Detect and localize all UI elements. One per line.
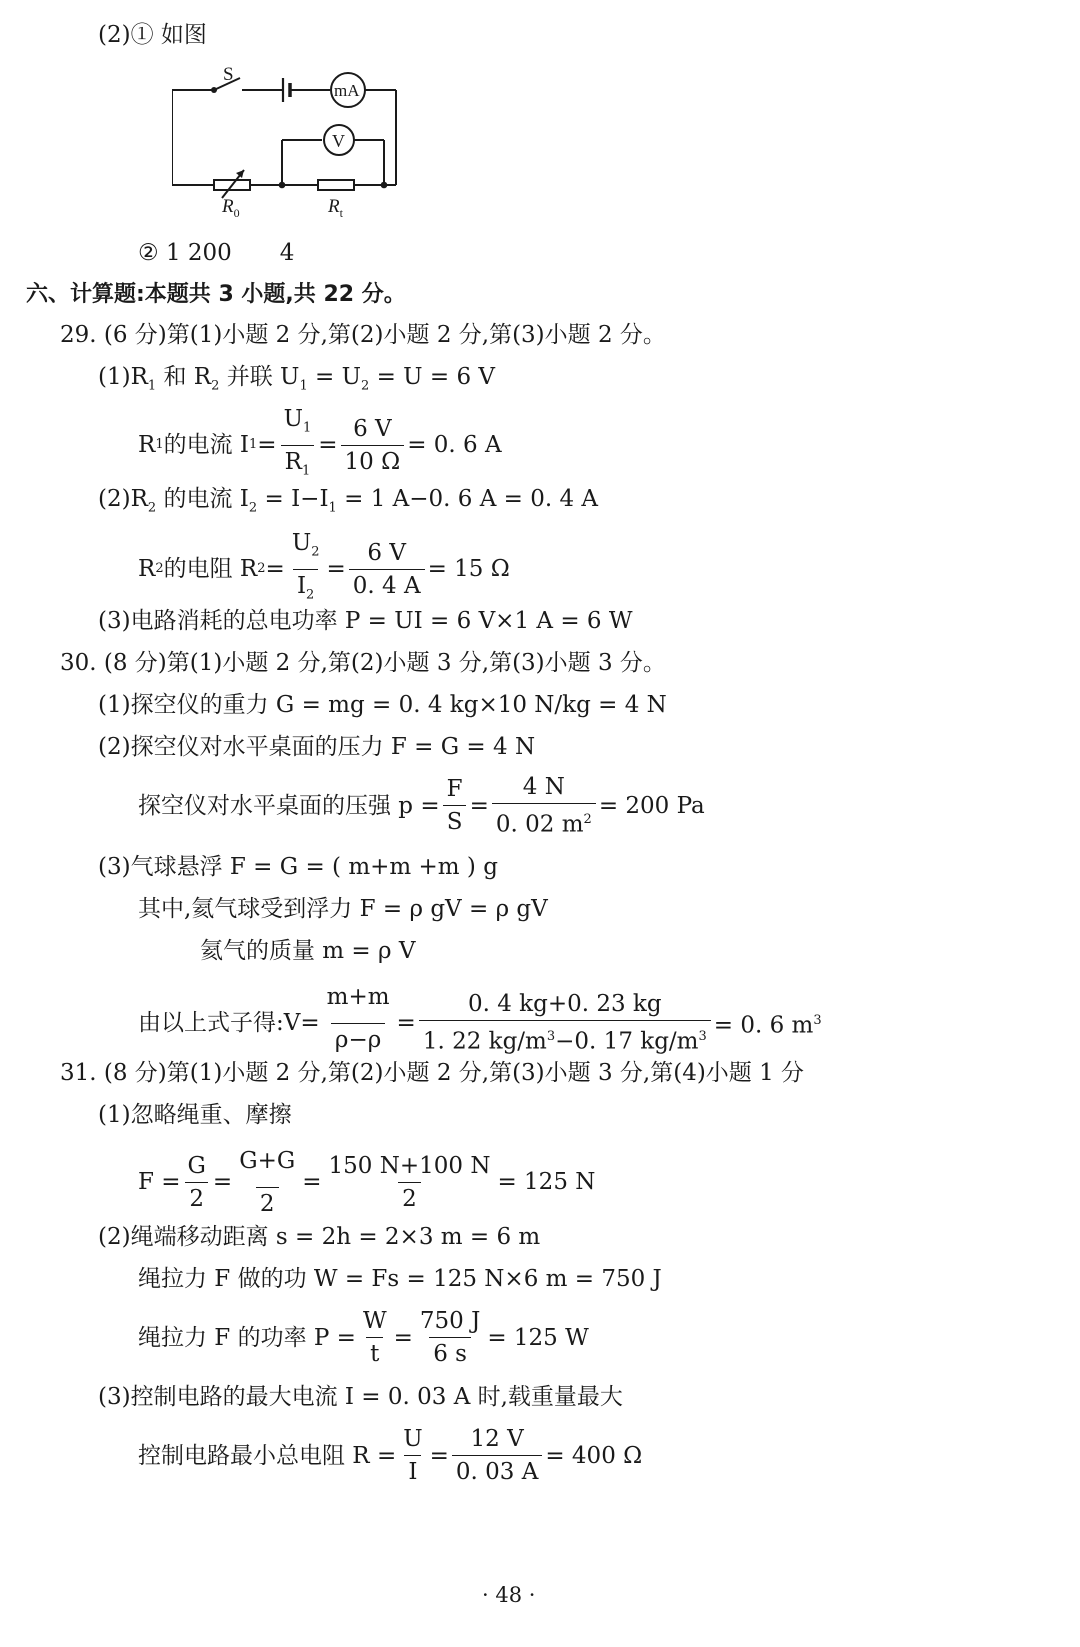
q30-line4: (3)气球悬浮 F = G = ( m+m +m ) g xyxy=(98,854,498,880)
answer-value: 4 xyxy=(279,240,295,266)
q30-line1: (1)探空仪的重力 G = mg = 0. 4 kg×10 N/kg = 4 N xyxy=(98,692,667,718)
fraction: $\frac{150 N+100 N}{2}$ xyxy=(328,1152,491,1212)
q31-line2: F = $\frac{G}{2}$ = $\frac{G+G}{2}$ = $\frac{150 N+100 N}{2}$ = 125 N xyxy=(138,1148,596,1217)
q29-line5: (3)电路消耗的总电功率 P = UI = 6 V×1 A = 6 W xyxy=(98,608,633,634)
fraction: $\frac{750 J}{6 s}$ xyxy=(419,1308,481,1367)
circle-number: ② xyxy=(138,240,159,266)
q29-line3: $(2)R_2$ 的电流 $I_2 = I-I_1 = 1$ A−0. 6 A = 0. 4 A xyxy=(98,486,599,516)
q30-header: 30. (8 分)第(1)小题 2 分,第(2)小题 3 分,第(3)小题 3 分。 xyxy=(60,650,666,676)
fraction: $\frac{4 N}{0. 02 m^2}$ xyxy=(492,772,596,840)
page-number: · 48 · xyxy=(482,1583,536,1607)
r0-label: $R_0$ xyxy=(222,196,240,220)
fraction: $\frac{m+m}{\rho-\rho}$ xyxy=(323,982,394,1064)
part-text: 如图 xyxy=(160,22,207,48)
voltmeter-label: V xyxy=(332,131,345,151)
q30-line7: 由以上式子得:V = $\frac{m+m}{\rho-\rho}$ = $\frac{0. 4 kg+0. 23 kg}{1. 22 kg/m^3-0. 17 kg/m^3}$ = 0. 6 $m^3$ xyxy=(138,982,822,1064)
part-2-line xyxy=(98,20,207,50)
fraction: $\frac{G+G}{2}$ xyxy=(239,1148,296,1217)
q29-header: 29. (6 分)第(1)小题 2 分,第(2)小题 2 分,第(3)小题 2 分。 xyxy=(60,322,666,348)
fraction: $\frac{U_1}{R_1}$ xyxy=(280,404,316,486)
circuit-diagram xyxy=(172,66,400,224)
q30-line6: 氦气的质量 m = ρ V xyxy=(200,938,416,964)
q30-line5: 其中,氦气球受到浮力 F = ρ gV = ρ gV xyxy=(138,896,548,922)
switch-label: S xyxy=(223,66,234,85)
fraction: $\frac{12 V}{0. 03 A}$ xyxy=(452,1424,542,1487)
fraction: $\frac{G}{2}$ xyxy=(184,1151,210,1214)
section-heading: 六、计算题:本题共 3 小题,共 22 分。 xyxy=(26,282,406,307)
fraction: $\frac{6 V}{10 \Omega}$ xyxy=(341,414,405,477)
fraction: $\frac{0. 4 kg+0. 23 kg}{1. 22 kg/m^3-0. 17 kg/m^3}$ xyxy=(419,989,711,1057)
fraction: $\frac{U}{I}$ xyxy=(403,1426,423,1485)
q31-line4: 绳拉力 F 做的功 W = Fs = 125 N×6 m = 750 J xyxy=(138,1266,662,1292)
q29-line4: R 2 的电阻 R 2 = $\frac{U_2}{I_2}$ = $\frac{6 V}{0. 4 A}$ = 15 Ω xyxy=(138,528,510,610)
q29-line1: $(1)R_1$ 和 $R_2$ 并联 $U_1 = U_2 = U = 6$ V xyxy=(98,364,496,394)
q31-line6: (3)控制电路的最大电流 I = 0. 03 A 时,载重量最大 xyxy=(98,1384,623,1410)
rheostat-arrowhead xyxy=(236,170,244,178)
q31-line3: (2)绳端移动距离 s = 2h = 2×3 m = 6 m xyxy=(98,1224,541,1250)
part-2-answer-2 xyxy=(138,238,294,268)
q31-header: 31. (8 分)第(1)小题 2 分,第(2)小题 2 分,第(3)小题 3 分,第(4)小题 1 分 xyxy=(60,1060,805,1086)
switch-pivot xyxy=(211,87,217,93)
fraction: $\frac{F}{S}$ xyxy=(443,774,467,837)
thermistor-rt xyxy=(318,180,354,190)
q29-line2: R 1 的电流 I 1 = $\frac{U_1}{R_1}$ = $\frac{6 V}{10 \Omega}$ = 0. 6 A xyxy=(138,404,502,486)
answer-value: 1 200 xyxy=(165,240,232,266)
fraction: $\frac{W}{t}$ xyxy=(362,1308,387,1367)
q30-line2: (2)探空仪对水平桌面的压力 F = G = 4 N xyxy=(98,734,536,760)
q30-line3: 探空仪对水平桌面的压强 p = $\frac{F}{S}$ = $\frac{4 N}{0. 02 m^2}$ = 200 Pa xyxy=(138,774,705,838)
circle-number: ① xyxy=(130,22,154,48)
junction-dot xyxy=(279,182,286,189)
q31-line5: 绳拉力 F 的功率 P = $\frac{W}{t}$ = $\frac{750 J}{6 s}$ = 125 W xyxy=(138,1308,589,1367)
fraction: $\frac{6 V}{0. 4 A}$ xyxy=(349,538,425,601)
q31-line7: 控制电路最小总电阻 R = $\frac{U}{I}$ = $\frac{12 V}{0. 03 A}$ = 400 Ω xyxy=(138,1426,643,1485)
junction-dot xyxy=(381,182,388,189)
q31-line1: (1)忽略绳重、摩擦 xyxy=(98,1102,292,1128)
fraction: $\frac{U_2}{I_2}$ xyxy=(288,528,324,610)
part-label: (2) xyxy=(98,22,131,48)
ammeter-label: mA xyxy=(334,81,360,100)
rt-label: $R_t$ xyxy=(328,196,343,220)
